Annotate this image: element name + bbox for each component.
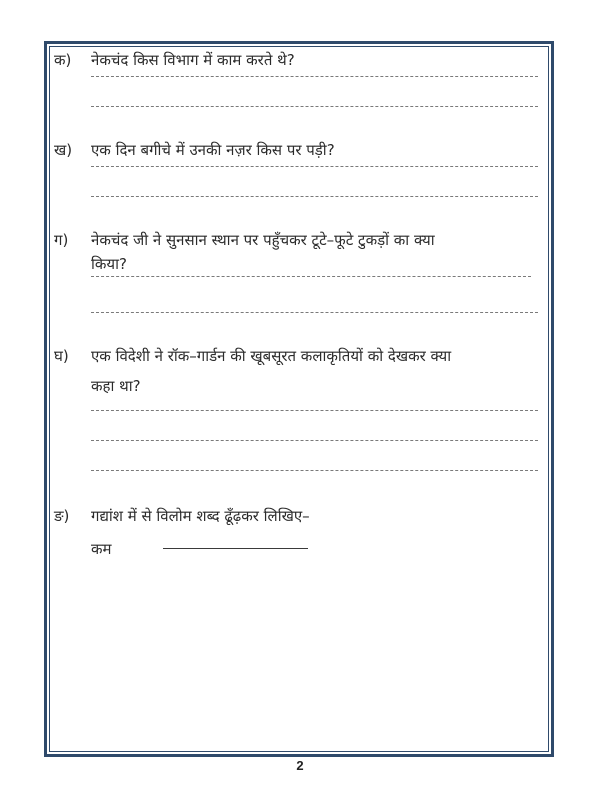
answer-line[interactable]: [91, 166, 538, 167]
answer-line[interactable]: [91, 106, 538, 107]
question-text: एक दिन बगीचे में उनकी नज़र किस पर पड़ी?: [91, 141, 335, 159]
question-marker: ख): [54, 141, 73, 159]
question-marker: क): [54, 51, 72, 69]
answer-line[interactable]: [91, 76, 538, 77]
question-text: कहा था?: [91, 377, 141, 395]
answer-line[interactable]: [91, 276, 531, 277]
page-number: 2: [296, 758, 304, 773]
question-text: किया?: [91, 255, 127, 273]
answer-line[interactable]: [91, 470, 538, 471]
question-marker: ग): [54, 231, 69, 249]
question-marker: घ): [54, 347, 69, 365]
antonym-answer-blank[interactable]: [163, 548, 308, 549]
antonym-word: कम: [91, 540, 112, 558]
question-marker: ङ): [54, 507, 70, 525]
answer-line[interactable]: [91, 196, 538, 197]
answer-line[interactable]: [91, 440, 538, 441]
answer-line[interactable]: [91, 410, 538, 411]
question-text: गद्यांश में से विलोम शब्द ढूँढ़कर लिखिए–: [91, 507, 310, 525]
question-text: नेकचंद किस विभाग में काम करते थे?: [91, 51, 295, 69]
answer-line[interactable]: [91, 312, 538, 313]
question-text: नेकचंद जी ने सुनसान स्थान पर पहुँचकर टूटे–फूटे टुकड़ों का क्या: [91, 231, 435, 249]
question-text: एक विदेशी ने रॉक–गार्डन की खूबसूरत कलाकृतियों को देखकर क्या: [91, 347, 452, 365]
